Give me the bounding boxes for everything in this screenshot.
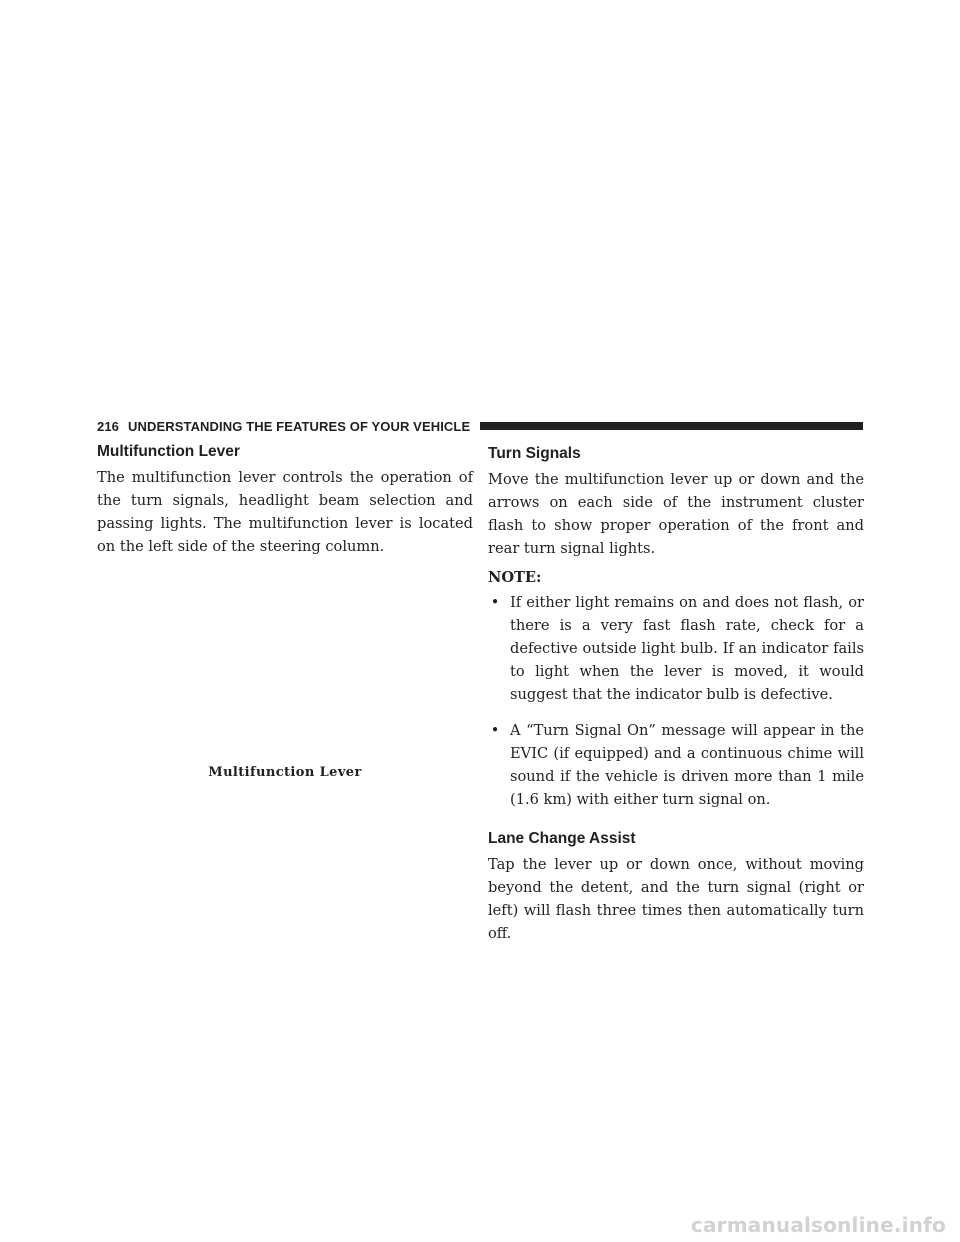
bullet-text: A “Turn Signal On” message will appear in the EVIC (if equipped) and a continuous chime will sound if the vehicle is driven more than 1 mile (1.6 km) with either turn signal on. — [510, 722, 864, 808]
list-item — [488, 719, 864, 811]
page-header — [97, 416, 863, 436]
watermark-text: carmanualsonline.info — [690, 1213, 946, 1237]
list-item — [488, 591, 864, 706]
bullet-text: If either light remains on and does not flash, or there is a very fast flash rate, check for a defective outside light bulb. If an indicator fails to light when the lever is moved, it would suggest that the indicator bulb is defective. — [510, 594, 864, 703]
note-label: NOTE: — [488, 569, 542, 586]
multifunction-lever-paragraph: The multifunction lever controls the operation of the turn signals, headlight beam selection and passing lights. The multifunction lever is located on the left side of the steering column. — [97, 469, 473, 555]
bullet-icon: • — [490, 722, 500, 739]
bullet-icon: • — [490, 594, 500, 611]
multifunction-lever-heading: Multifunction Lever — [97, 443, 240, 460]
turn-signals-heading: Turn Signals — [488, 445, 581, 462]
left-column — [97, 442, 473, 558]
page-number: 216 — [97, 418, 119, 434]
lane-change-assist-heading: Lane Change Assist — [488, 830, 636, 847]
figure-caption: Multifunction Lever — [208, 765, 362, 780]
turn-signals-paragraph: Move the multifunction lever up or down and the arrows on each side of the instrument cluster flash to show proper operation of the front and rear turn signal lights. — [488, 471, 864, 557]
right-column — [488, 442, 864, 945]
lane-change-assist-paragraph: Tap the lever up or down once, without moving beyond the detent, and the turn signal (right or left) will flash three times then automatically turn off. — [488, 856, 864, 942]
header-rule — [480, 422, 863, 430]
section-title: UNDERSTANDING THE FEATURES OF YOUR VEHICLE — [128, 418, 471, 434]
figure-placeholder — [97, 545, 473, 765]
